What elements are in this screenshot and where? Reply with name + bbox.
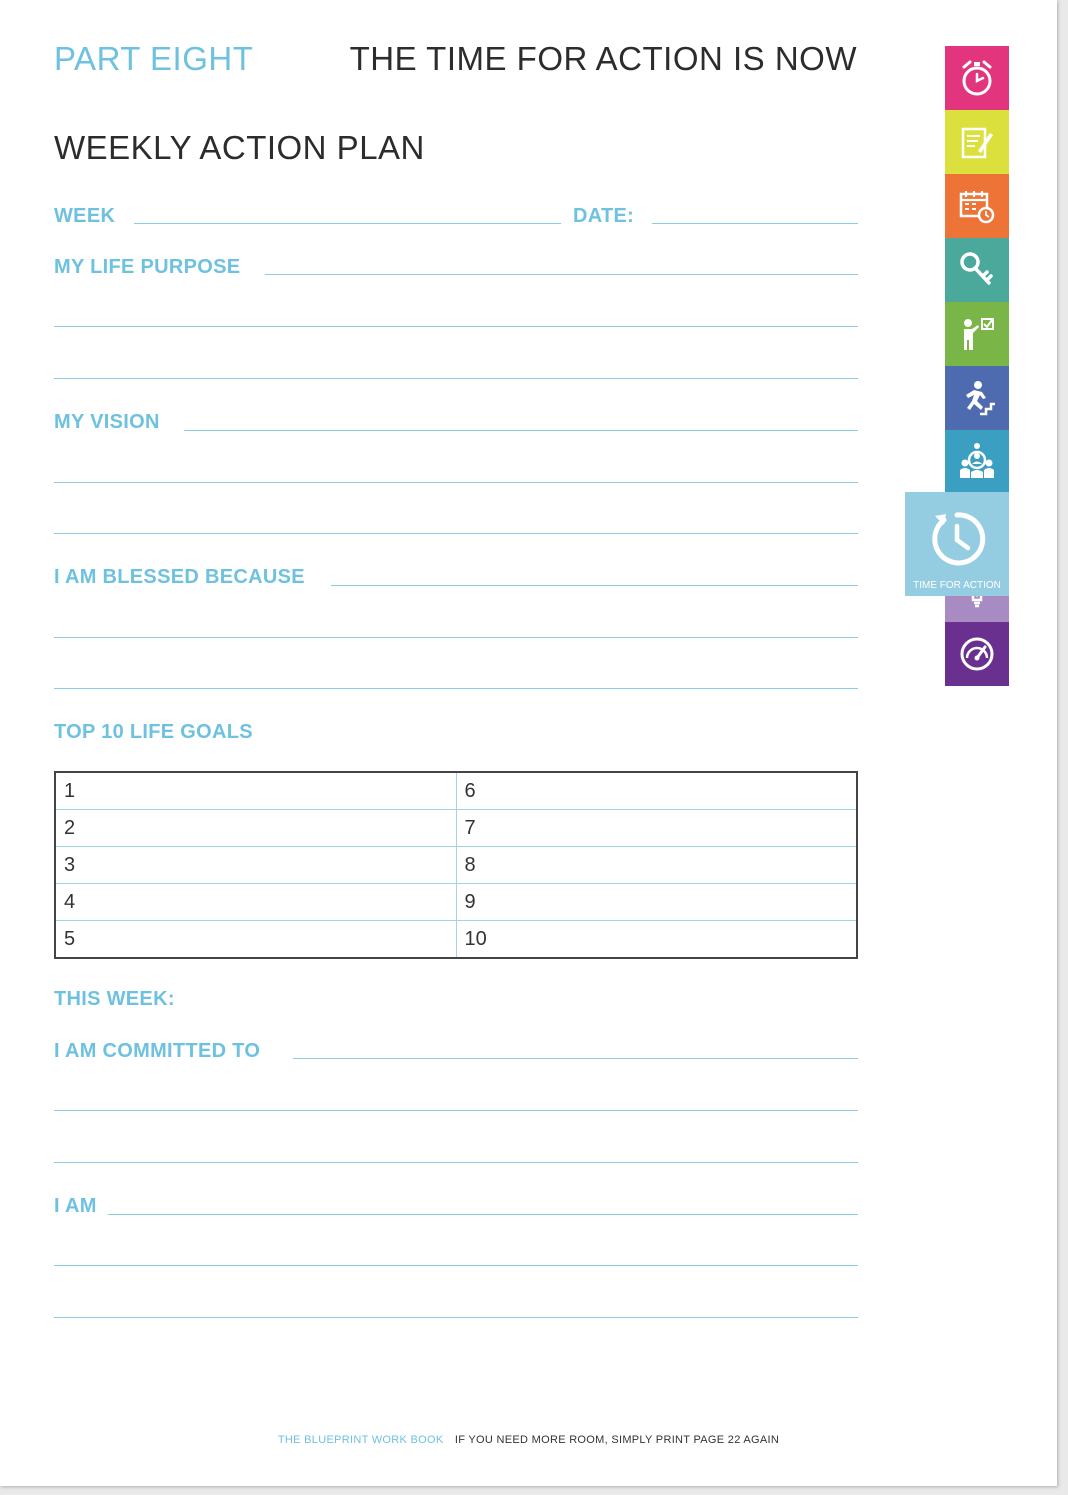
- goals-table: [54, 771, 858, 959]
- tab-presenter[interactable]: [945, 302, 1009, 366]
- blessed-line-1[interactable]: [331, 585, 858, 586]
- committed-label: I AM COMMITTED TO: [54, 1040, 261, 1062]
- life-purpose-line-2[interactable]: [54, 326, 858, 327]
- blessed-label: I AM BLESSED BECAUSE: [54, 566, 305, 588]
- goal-cell[interactable]: 9: [456, 884, 857, 921]
- active-tab-caption: TIME FOR ACTION: [913, 580, 1001, 591]
- date-label: DATE:: [573, 205, 635, 227]
- goal-cell[interactable]: 6: [456, 772, 857, 810]
- tab-team[interactable]: [945, 430, 1009, 494]
- life-purpose-line-1[interactable]: [265, 274, 858, 275]
- tab-alarm[interactable]: [945, 46, 1009, 110]
- footer-note: IF YOU NEED MORE ROOM, SIMPLY PRINT PAGE 22 AGAIN: [454, 1434, 780, 1446]
- i-am-line-2[interactable]: [54, 1265, 858, 1266]
- goal-cell[interactable]: 2: [55, 810, 456, 847]
- footer-brand: THE BLUEPRINT WORK BOOK: [277, 1434, 444, 1446]
- tab-calendar[interactable]: [945, 174, 1009, 238]
- document-edit-icon: [956, 121, 998, 163]
- goal-cell[interactable]: 1: [55, 772, 456, 810]
- committed-line-1[interactable]: [293, 1058, 858, 1059]
- running-stairs-icon: [956, 377, 998, 419]
- week-label: WEEK: [54, 205, 116, 227]
- goal-cell[interactable]: 4: [55, 884, 456, 921]
- clock-arrow-icon: [924, 506, 990, 572]
- alarm-clock-icon: [956, 57, 998, 99]
- vision-label: MY VISION: [54, 411, 160, 433]
- page-title: WEEKLY ACTION PLAN: [54, 129, 425, 166]
- goal-cell[interactable]: 8: [456, 847, 857, 884]
- vision-line-3[interactable]: [54, 533, 858, 534]
- committed-line-2[interactable]: [54, 1110, 858, 1111]
- life-purpose-label: MY LIFE PURPOSE: [54, 256, 241, 278]
- key-icon: [956, 249, 998, 291]
- tab-time-for-action[interactable]: [905, 492, 1009, 596]
- goal-cell[interactable]: 5: [55, 921, 456, 959]
- speedometer-icon: [956, 633, 998, 675]
- i-am-line-1[interactable]: [108, 1214, 858, 1215]
- presenter-check-icon: [956, 313, 998, 355]
- committed-line-3[interactable]: [54, 1162, 858, 1163]
- week-line[interactable]: [134, 223, 561, 224]
- i-am-line-3[interactable]: [54, 1317, 858, 1318]
- i-am-label: I AM: [54, 1195, 97, 1217]
- top-goals-label: TOP 10 LIFE GOALS: [54, 721, 253, 743]
- tab-document[interactable]: [945, 110, 1009, 174]
- goal-cell[interactable]: 3: [55, 847, 456, 884]
- table-row: [55, 921, 857, 959]
- tab-speedometer[interactable]: [945, 622, 1009, 686]
- date-line[interactable]: [652, 223, 858, 224]
- goal-cell[interactable]: 7: [456, 810, 857, 847]
- this-week-label: THIS WEEK:: [54, 988, 175, 1010]
- blessed-line-3[interactable]: [54, 688, 858, 689]
- calendar-clock-icon: [956, 185, 998, 227]
- vision-line-2[interactable]: [54, 482, 858, 483]
- part-label: PART EIGHT: [54, 40, 254, 77]
- life-purpose-line-3[interactable]: [54, 378, 858, 379]
- vision-line-1[interactable]: [184, 430, 858, 431]
- part-title: THE TIME FOR ACTION IS NOW: [349, 40, 857, 77]
- tab-key[interactable]: [945, 238, 1009, 302]
- table-row: [55, 847, 857, 884]
- footer: [0, 1434, 1057, 1446]
- table-row: [55, 810, 857, 847]
- blessed-line-2[interactable]: [54, 637, 858, 638]
- goal-cell[interactable]: 10: [456, 921, 857, 959]
- table-row: [55, 772, 857, 810]
- team-icon: [956, 441, 998, 483]
- tab-running[interactable]: [945, 366, 1009, 430]
- table-row: [55, 884, 857, 921]
